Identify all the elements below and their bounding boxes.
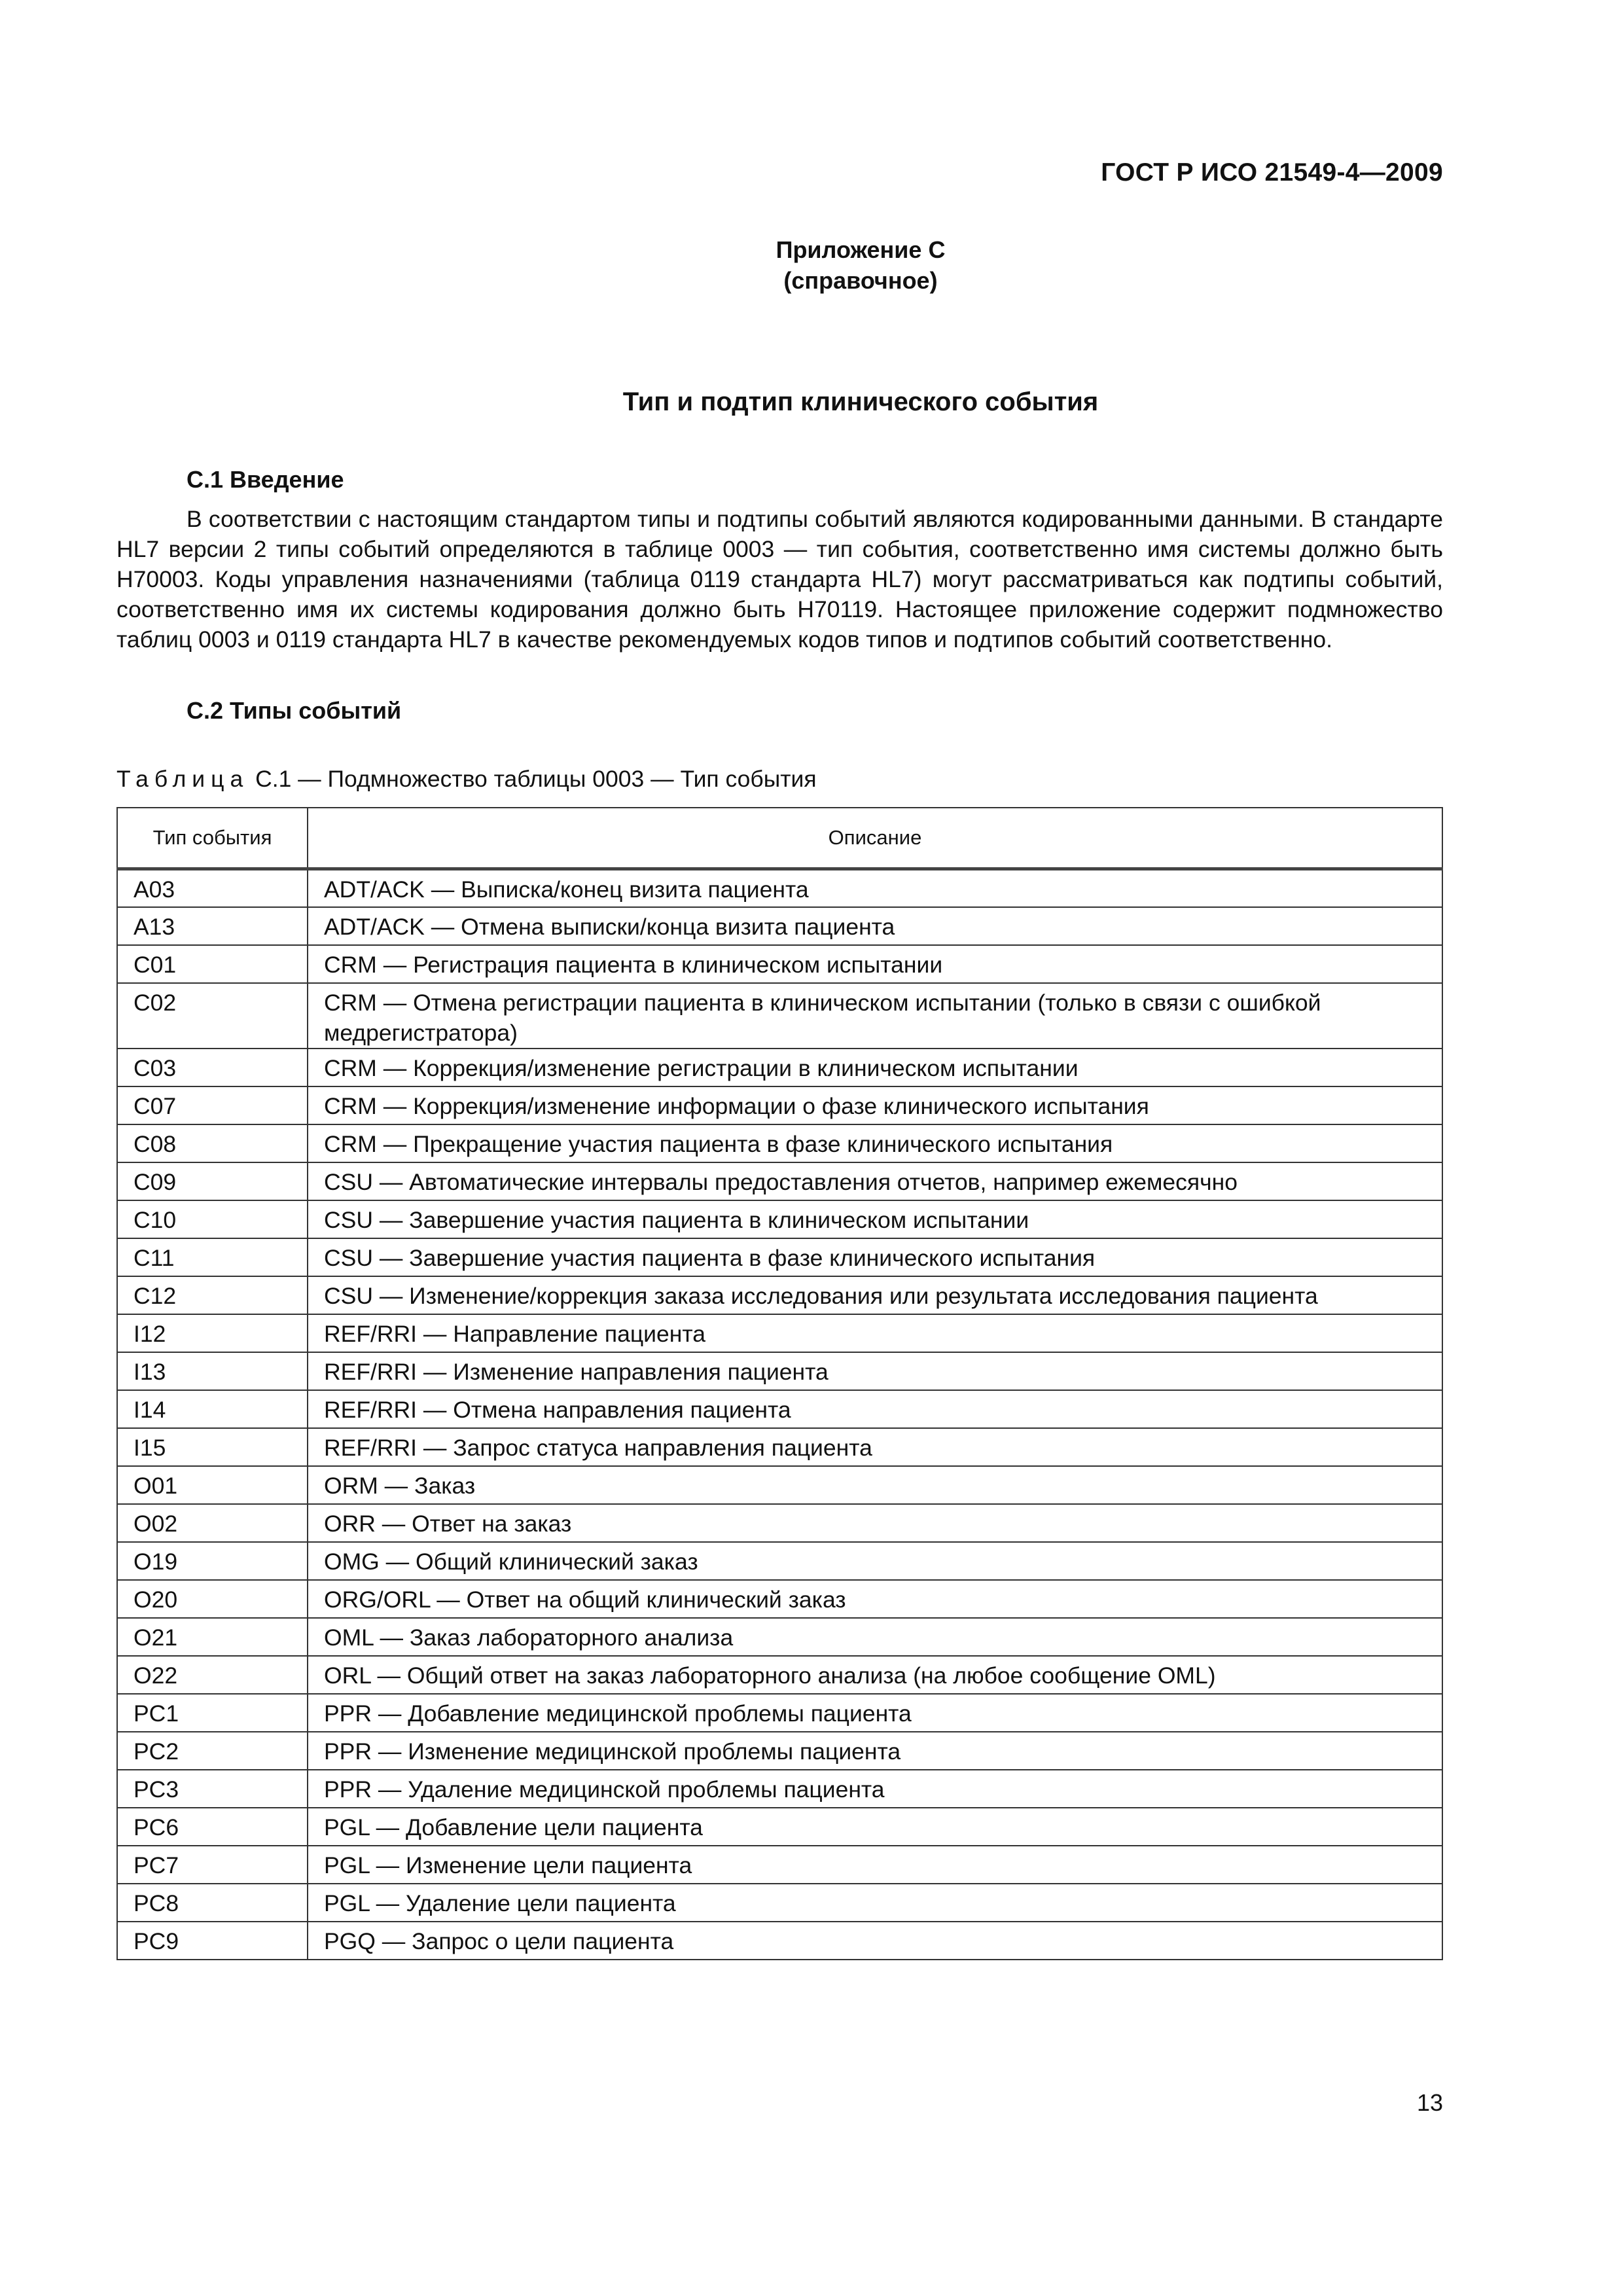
- event-description-cell: CRM — Коррекция/изменение регистрации в клиническом испытании: [308, 1049, 1442, 1086]
- event-code-cell: I13: [117, 1352, 308, 1390]
- table-row: [117, 1884, 1442, 1922]
- event-code-cell: О02: [117, 1504, 308, 1542]
- table-row: [117, 1618, 1442, 1656]
- table-row: [117, 1238, 1442, 1276]
- event-description-cell: CSU — Завершение участия пациента в клиническом испытании: [308, 1200, 1442, 1238]
- event-description-cell: OML — Заказ лабораторного анализа: [308, 1618, 1442, 1656]
- document-code: ГОСТ Р ИСО 21549-4—2009: [1101, 158, 1443, 187]
- event-code-cell: С08: [117, 1124, 308, 1162]
- table-row: [117, 1846, 1442, 1884]
- table-row: [117, 1580, 1442, 1618]
- table-caption-label: Таблица: [116, 766, 249, 792]
- event-code-cell: О19: [117, 1542, 308, 1580]
- event-code-cell: PC1: [117, 1694, 308, 1732]
- table-row: [117, 907, 1442, 945]
- table-row: [117, 983, 1442, 1049]
- table-row: [117, 1200, 1442, 1238]
- table-row: [117, 1694, 1442, 1732]
- event-description-cell: CRM — Отмена регистрации пациента в клиническом испытании (только в связи с ошибкой медрегистратора): [308, 983, 1442, 1049]
- event-types-table: [116, 807, 1443, 1960]
- event-code-cell: С07: [117, 1086, 308, 1124]
- event-code-cell: А03: [117, 869, 308, 907]
- annex-status: (справочное): [783, 267, 938, 294]
- event-code-cell: С02: [117, 983, 308, 1049]
- table-row: [117, 1656, 1442, 1694]
- event-description-cell: PGL — Изменение цели пациента: [308, 1846, 1442, 1884]
- event-description-cell: PGL — Добавление цели пациента: [308, 1808, 1442, 1846]
- table-row: [117, 1732, 1442, 1770]
- page-number: 13: [1416, 2089, 1443, 2116]
- event-description-cell: ORM — Заказ: [308, 1466, 1442, 1504]
- event-description-cell: REF/RRI — Запрос статуса направления пациента: [308, 1428, 1442, 1466]
- column-header-description: Описание: [308, 808, 1442, 869]
- event-code-cell: PC8: [117, 1884, 308, 1922]
- event-description-cell: PPR — Добавление медицинской проблемы пациента: [308, 1694, 1442, 1732]
- table-row: [117, 869, 1442, 907]
- event-description-cell: CSU — Автоматические интервалы предоставления отчетов, например ежемесячно: [308, 1162, 1442, 1200]
- event-code-cell: PC3: [117, 1770, 308, 1808]
- event-description-cell: CSU — Завершение участия пациента в фазе клинического испытания: [308, 1238, 1442, 1276]
- page-title: Тип и подтип клинического события: [622, 387, 1099, 416]
- table-row: [117, 945, 1442, 983]
- annex-label: [0, 234, 1623, 296]
- table-body: [117, 869, 1442, 1960]
- table-row: [117, 1352, 1442, 1390]
- table-row: [117, 1314, 1442, 1352]
- table-caption-text: С.1 — Подмножество таблицы 0003 — Тип события: [249, 766, 817, 792]
- table-row: [117, 1504, 1442, 1542]
- event-code-cell: I12: [117, 1314, 308, 1352]
- event-code-cell: О20: [117, 1580, 308, 1618]
- event-description-cell: ORR — Ответ на заказ: [308, 1504, 1442, 1542]
- event-code-cell: С09: [117, 1162, 308, 1200]
- event-code-cell: С12: [117, 1276, 308, 1314]
- event-code-cell: I14: [117, 1390, 308, 1428]
- table-row: [117, 1049, 1442, 1086]
- event-description-cell: ADT/ACK — Отмена выписки/конца визита пациента: [308, 907, 1442, 945]
- table-row: [117, 1922, 1442, 1960]
- event-code-cell: PC7: [117, 1846, 308, 1884]
- event-description-cell: CRM — Коррекция/изменение информации о фазе клинического испытания: [308, 1086, 1442, 1124]
- annex-heading: [0, 387, 1623, 417]
- table-row: [117, 1466, 1442, 1504]
- event-code-cell: PC6: [117, 1808, 308, 1846]
- annex-title: Приложение С: [776, 236, 946, 263]
- event-code-cell: С01: [117, 945, 308, 983]
- event-description-cell: ORG/ORL — Ответ на общий клинический заказ: [308, 1580, 1442, 1618]
- event-code-cell: О01: [117, 1466, 308, 1504]
- event-description-cell: CRM — Регистрация пациента в клиническом испытании: [308, 945, 1442, 983]
- event-description-cell: REF/RRI — Изменение направления пациента: [308, 1352, 1442, 1390]
- event-description-cell: REF/RRI — Отмена направления пациента: [308, 1390, 1442, 1428]
- event-description-cell: ADT/ACK — Выписка/конец визита пациента: [308, 869, 1442, 907]
- intro-text: В соответствии с настоящим стандартом типы и подтипы событий являются кодированными данными. В стандарте HL7 версии 2 типы событий определяются в таблице 0003 — тип события, соответственно имя системы должно быть H70003. Коды управления назначениями (таблица 0119 стандарта HL7) могут рассматриваться как подтипы событий, соответственно имя их системы кодирования должно быть H70119. Настоящее приложение содержит подмножество таблиц 0003 и 0119 стандарта HL7 в качестве рекомендуемых кодов типов и подтипов событий соответственно.: [116, 506, 1443, 653]
- table-row: [117, 1770, 1442, 1808]
- event-description-cell: PPR — Изменение медицинской проблемы пациента: [308, 1732, 1442, 1770]
- event-description-cell: CSU — Изменение/коррекция заказа исследования или результата исследования пациента: [308, 1276, 1442, 1314]
- table-row: [117, 1276, 1442, 1314]
- table-row: [117, 1428, 1442, 1466]
- section-heading-intro: С.1 Введение: [187, 466, 344, 493]
- event-code-cell: С03: [117, 1049, 308, 1086]
- intro-paragraph: [116, 504, 1443, 655]
- event-code-cell: PC2: [117, 1732, 308, 1770]
- event-code-cell: О22: [117, 1656, 308, 1694]
- event-description-cell: PGL — Удаление цели пациента: [308, 1884, 1442, 1922]
- table-header-row: [117, 808, 1442, 869]
- event-description-cell: CRM — Прекращение участия пациента в фазе клинического испытания: [308, 1124, 1442, 1162]
- event-description-cell: OMG — Общий клинический заказ: [308, 1542, 1442, 1580]
- event-description-cell: ORL — Общий ответ на заказ лабораторного анализа (на любое сообщение OML): [308, 1656, 1442, 1694]
- event-description-cell: REF/RRI — Направление пациента: [308, 1314, 1442, 1352]
- event-description-cell: PGQ — Запрос о цели пациента: [308, 1922, 1442, 1960]
- column-header-event-type: Тип события: [117, 808, 308, 869]
- table-row: [117, 1162, 1442, 1200]
- event-code-cell: С11: [117, 1238, 308, 1276]
- event-code-cell: О21: [117, 1618, 308, 1656]
- table-row: [117, 1390, 1442, 1428]
- table-row: [117, 1808, 1442, 1846]
- table-row: [117, 1542, 1442, 1580]
- table-row: [117, 1124, 1442, 1162]
- event-code-cell: I15: [117, 1428, 308, 1466]
- section-heading-event-types: С.2 Типы событий: [187, 697, 402, 724]
- table-row: [117, 1086, 1442, 1124]
- table-caption: [116, 766, 817, 793]
- event-description-cell: PPR — Удаление медицинской проблемы пациента: [308, 1770, 1442, 1808]
- event-code-cell: А13: [117, 907, 308, 945]
- event-code-cell: PC9: [117, 1922, 308, 1960]
- event-code-cell: С10: [117, 1200, 308, 1238]
